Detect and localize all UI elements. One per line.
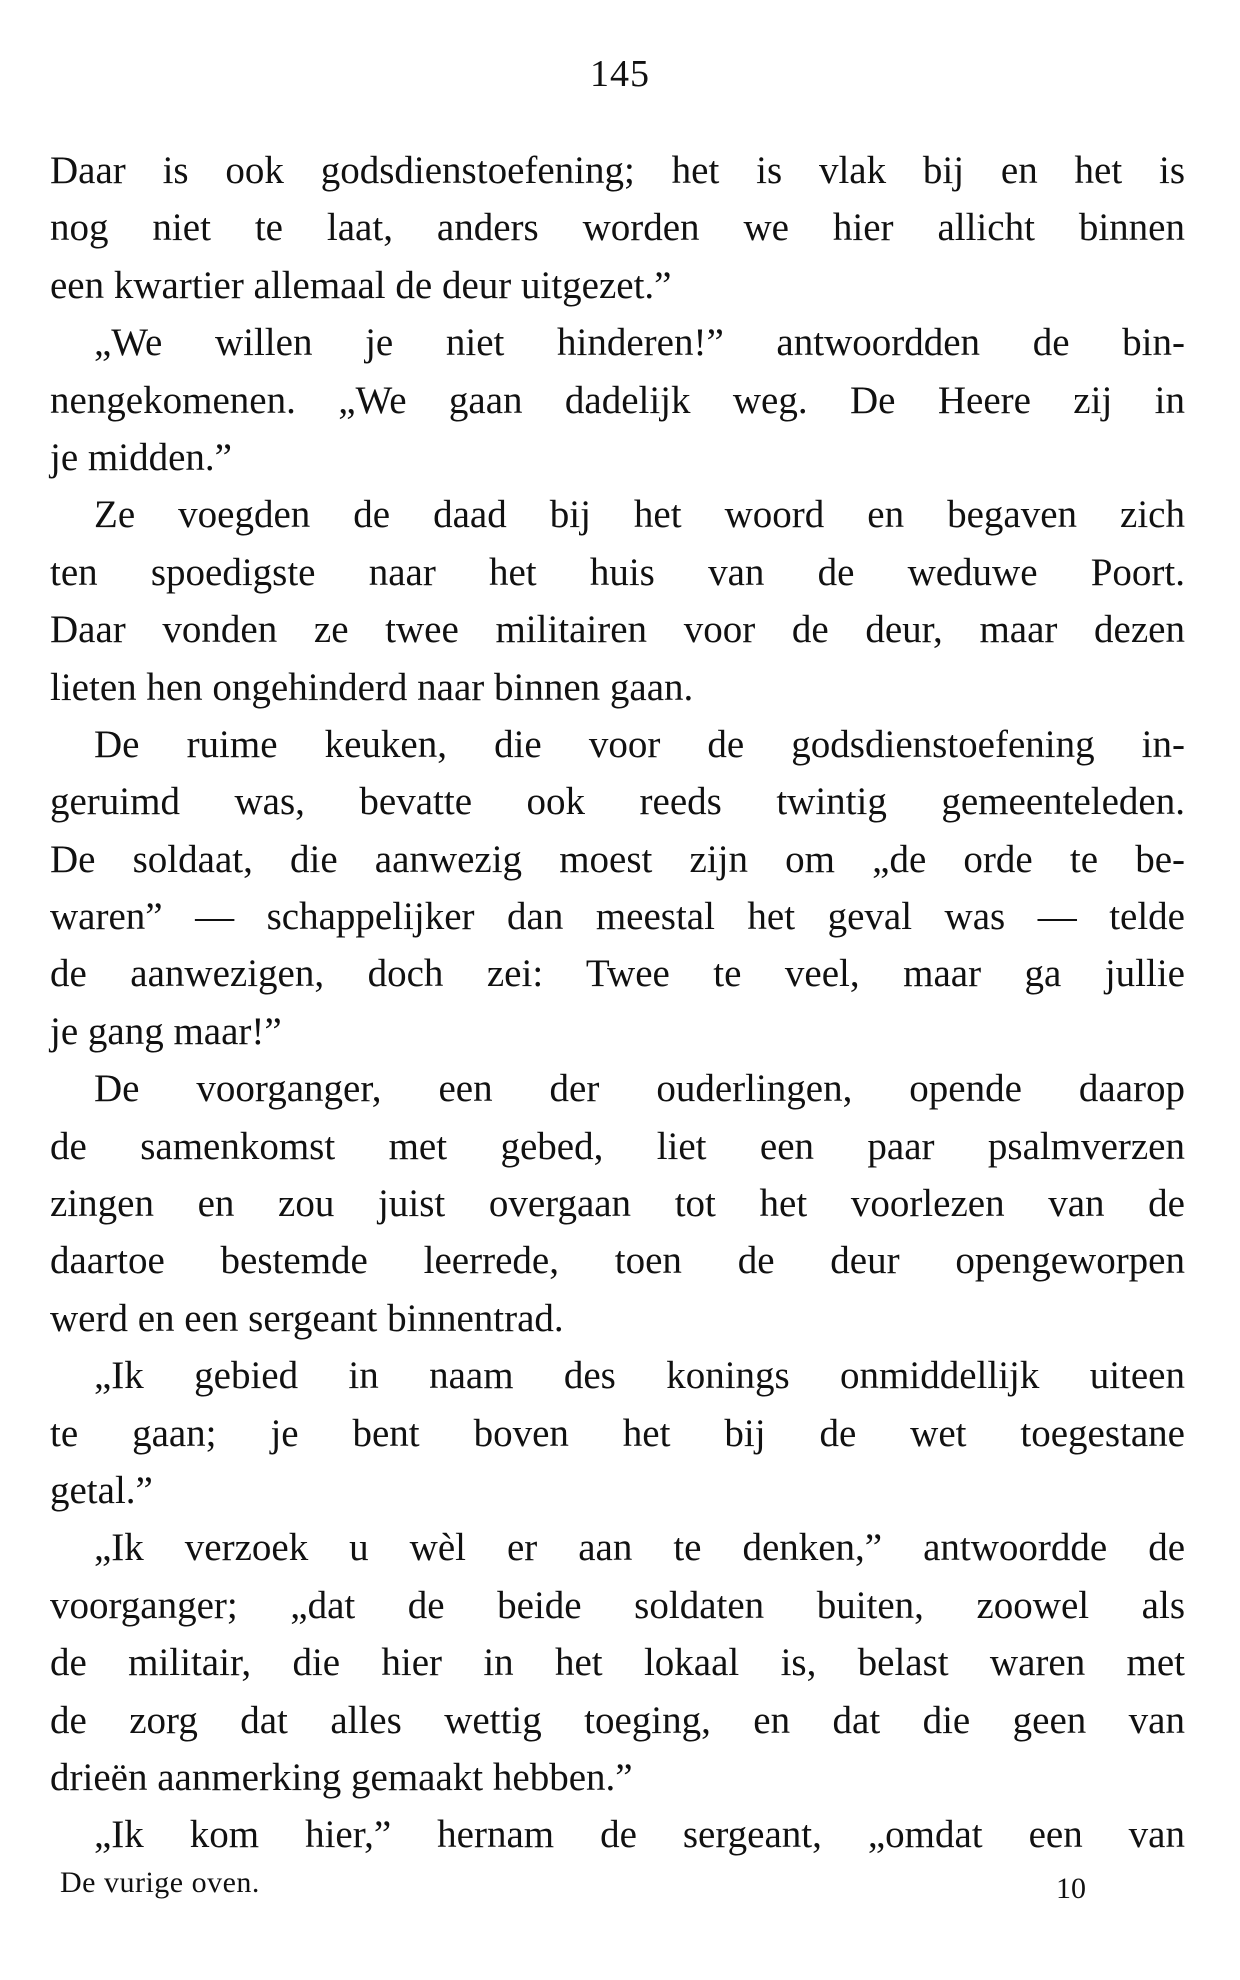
text-line: lieten hen ongehinderd naar binnen gaan.: [50, 665, 694, 709]
text-line: de militair, die hier in het lokaal is, belast waren met: [50, 1641, 1185, 1685]
text-line: de aanwezigen, doch zei: Twee te veel, maar ga jullie: [50, 952, 1185, 996]
text-line: De voorganger, een der ouderlingen, opende daarop: [94, 1067, 1185, 1111]
text-line: een kwartier allemaal de deur uitgezet.”: [50, 263, 672, 307]
page-number: 145: [590, 53, 650, 95]
text-line: werd en een sergeant binnentrad.: [50, 1296, 564, 1340]
text-line: zingen en zou juist overgaan tot het voorlezen van de: [50, 1182, 1185, 1226]
text-line: te gaan; je bent boven het bij de wet toegestane: [50, 1411, 1185, 1455]
footer-book-title: De vurige oven.: [60, 1866, 260, 1899]
text-line: nengekomenen. „We gaan dadelijk weg. De Heere zij in: [50, 378, 1185, 422]
text-line: „Ik gebied in naam des konings onmiddellijk uiteen: [94, 1354, 1185, 1398]
text-line: „Ik kom hier,” hernam de sergeant, „omdat een van: [94, 1813, 1185, 1857]
text-line: voorganger; „dat de beide soldaten buiten, zoowel als: [50, 1583, 1185, 1627]
text-line: je gang maar!”: [50, 1009, 282, 1053]
text-line: Ze voegden de daad bij het woord en begaven zich: [94, 493, 1185, 537]
text-line: „Ik verzoek u wèl er aan te denken,” antwoordde de: [94, 1526, 1185, 1570]
text-line: je midden.”: [50, 435, 232, 479]
text-line: geruimd was, bevatte ook reeds twintig gemeenteleden.: [50, 780, 1185, 824]
text-line: De ruime keuken, die voor de godsdienstoefening in-: [94, 722, 1185, 766]
text-line: „We willen je niet hinderen!” antwoordden de bin-: [94, 321, 1185, 365]
text-line: daartoe bestemde leerrede, toen de deur opengeworpen: [50, 1239, 1185, 1283]
body-text: [50, 142, 1185, 1864]
text-line: drieën aanmerking gemaakt hebben.”: [50, 1755, 633, 1799]
text-line: ten spoedigste naar het huis van de weduwe Poort.: [50, 550, 1185, 594]
text-line: Daar vonden ze twee militairen voor de deur, maar dezen: [50, 608, 1185, 652]
text-line: de samenkomst met gebed, liet een paar psalmverzen: [50, 1124, 1185, 1168]
text-line: de zorg dat alles wettig toeging, en dat die geen van: [50, 1698, 1185, 1742]
text-line: waren” — schappelijker dan meestal het geval was — telde: [50, 895, 1185, 939]
text-line: Daar is ook godsdienstoefening; het is vlak bij en het is: [50, 149, 1185, 192]
text-line: getal.”: [50, 1468, 153, 1512]
text-line: nog niet te laat, anders worden we hier allicht binnen: [50, 206, 1185, 250]
text-line: De soldaat, die aanwezig moest zijn om „de orde te be-: [50, 837, 1185, 881]
footer-signature-mark: 10: [1056, 1872, 1086, 1905]
